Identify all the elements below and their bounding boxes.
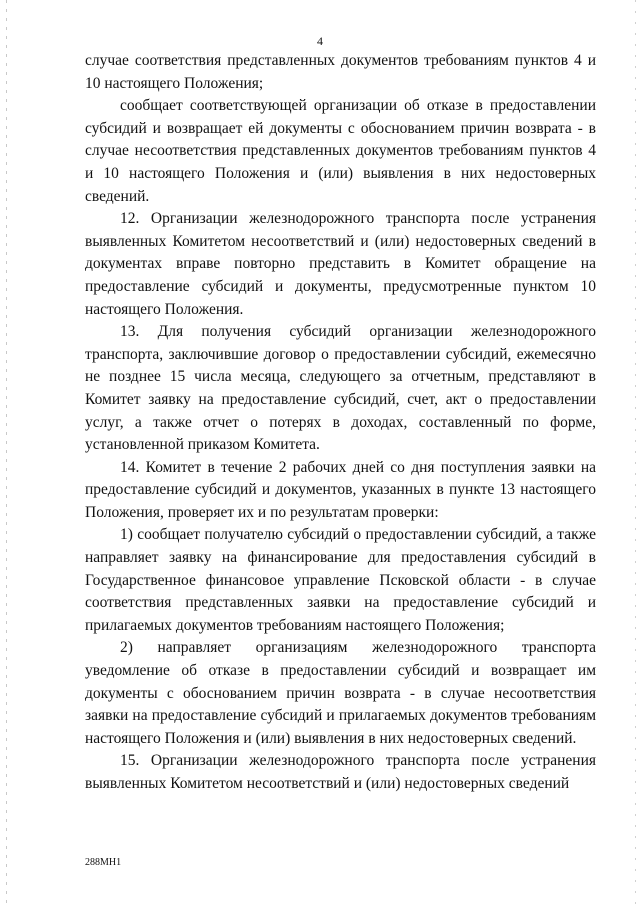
paragraph-refusal-notice: сообщает соответствующей организации об отказе в предоставлении субсидий и возвращает ей документы с обоснованием причин возврата - в случае несоответствия представленных документов требованиям пунктов 4 и 10 настоящего Положения и (или) выявления в них недостоверных сведений. xyxy=(85,97,596,205)
paragraph-12: 12. Организации железнодорожного транспорта после устранения выявленных Комитетом несоответствий и (или) недостоверных сведений в документах вправе повторно представить в Комитет обращение на предоставление субсидий и документы, предусмотренные пунктом 10 настоящего Положения. xyxy=(85,210,596,318)
scan-edge-left xyxy=(6,0,7,905)
page-number: 4 xyxy=(317,34,323,48)
paragraph-13: 13. Для получения субсидий организации железнодорожного транспорта, заключившие договор о предоставлении субсидий, ежемесячно не позднее 15 числа месяца, следующего за отчетным, представляют в Комитет заявку на предоставление субсидий, счет, акт о предоставлении услуг, а также отчет о потерях в доходах, составленный по форме, установленной приказом Комитета. xyxy=(85,323,596,454)
scan-edge-right xyxy=(635,0,636,905)
paragraph-15: 15. Организации железнодорожного транспорта после устранения выявленных Комитетом несоответствий и (или) недостоверных сведений xyxy=(85,752,596,792)
paragraph-14-item-1: 1) сообщает получателю субсидий о предоставлении субсидий, а также направляет заявку на финансирование для предоставления субсидий в Государственное финансовое управление Псковской области - в случае соответствия представленных заявки на предоставление субсидий и прилагаемых документов требованиям настоящего Положения; xyxy=(85,526,596,634)
paragraph-14-item-2: 2) направляет организациям железнодорожного транспорта уведомление об отказе в предоставлении субсидий и возвращает им документы с обоснованием причин возврата - в случае несоответствия заявки на предоставление субсидий и прилагаемых документов требованиям настоящего Положения и (или) выявления в них недостоверных сведений. xyxy=(85,639,596,747)
paragraph-continuation: случае соответствия представленных документов требованиям пунктов 4 и 10 настоящего Положения; xyxy=(85,52,596,92)
document-body xyxy=(85,50,596,796)
document-code: 288МН1 xyxy=(85,857,122,868)
paragraph-14: 14. Комитет в течение 2 рабочих дней со дня поступления заявки на предоставление субсидий и документов, указанных в пункте 13 настоящего Положения, проверяет их и по результатам проверки: xyxy=(85,458,596,521)
